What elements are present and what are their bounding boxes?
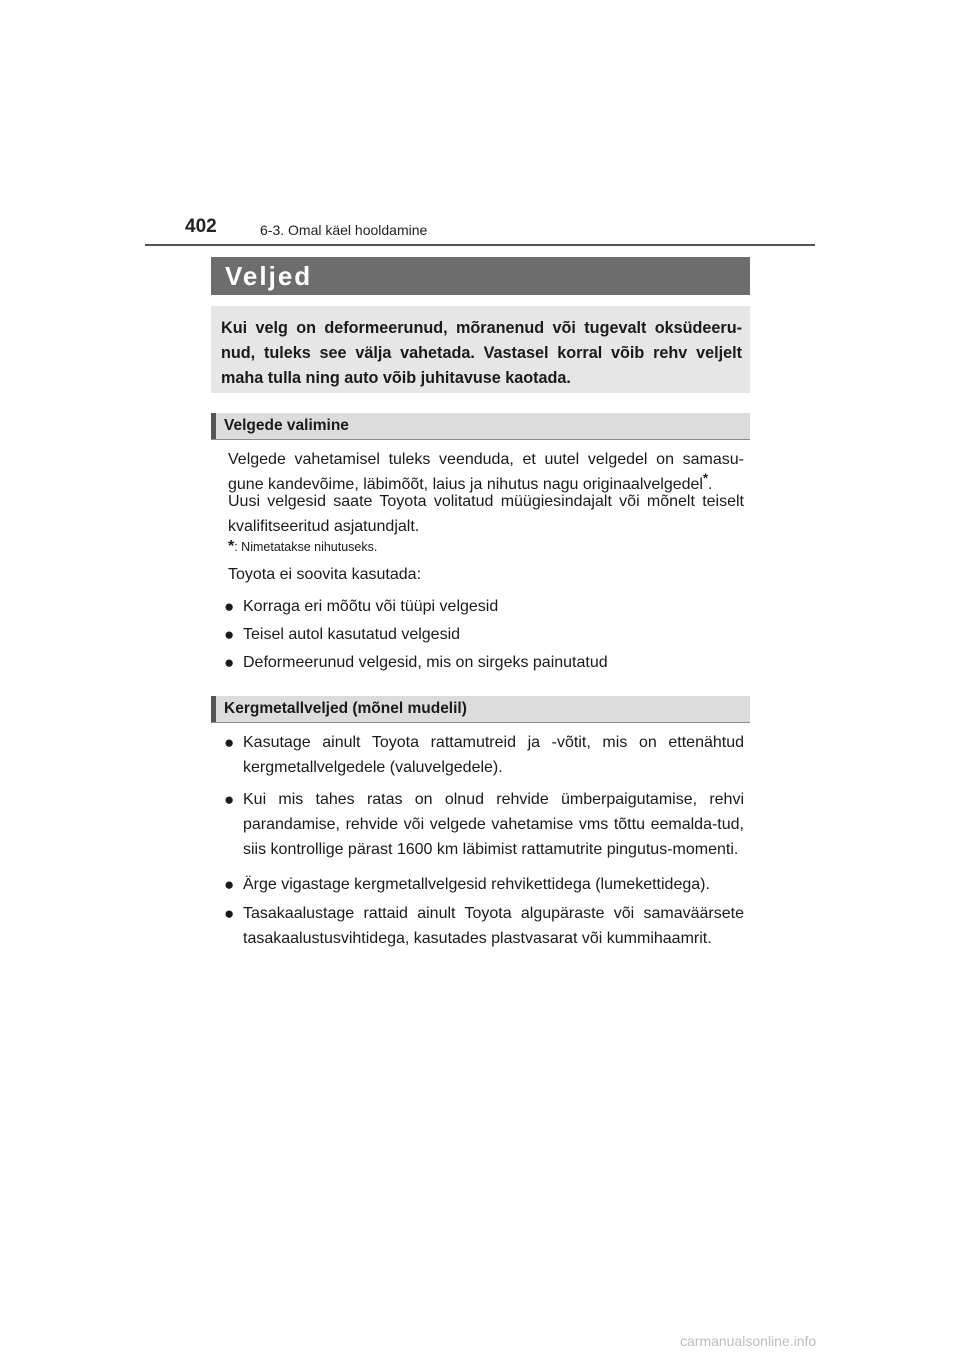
- page-number: 402: [185, 216, 217, 237]
- list-item: [224, 650, 744, 675]
- footnote: [228, 538, 377, 556]
- footnote-asterisk: *: [228, 538, 235, 555]
- subheading-label: Kergmetallveljed (mõnel mudelil): [224, 700, 467, 717]
- section-reference: 6-3. Omal käel hooldamine: [260, 222, 428, 238]
- footnote-marker: *: [702, 470, 709, 486]
- bullet-icon: ●: [224, 790, 235, 809]
- bullet-icon: ●: [224, 904, 235, 923]
- page-title-bar: [211, 257, 750, 295]
- subheading-label: Velgede valimine: [224, 417, 349, 434]
- bullet-icon: ●: [224, 597, 235, 616]
- paragraph-text: Velgede vahetamisel tuleks veenduda, et uutel velgedel on samasu-gune kandevõime, läbimõõt, laius ja nihutus nagu originaalvelgedel: [228, 451, 744, 493]
- not-recommended-label: Toyota ei soovita kasutada:: [228, 566, 422, 583]
- list-item: [224, 730, 744, 780]
- list-item-text: Ärge vigastage kergmetallvelgesid rehvikettidega (lumekettidega).: [243, 876, 710, 893]
- list-item-text: Korraga eri mõõtu või tüüpi velgesid: [243, 598, 499, 615]
- list-item-text: Tasakaalustage rattaid ainult Toyota algupäraste või samaväärsete tasakaalustusvihtidega, kasutades plastvasarat või kummihaamrit.: [243, 905, 744, 947]
- subheading-rim-selection: [211, 413, 750, 440]
- list-item-text: Deformeerunud velgesid, mis on sirgeks painutatud: [243, 654, 608, 671]
- header-divider: [145, 244, 815, 246]
- paragraph-end: .: [708, 476, 713, 493]
- list-item: [224, 901, 744, 951]
- subheading-alloy-wheels: [211, 696, 750, 723]
- bullet-icon: ●: [224, 625, 235, 644]
- bullet-icon: ●: [224, 733, 235, 752]
- bullet-icon: ●: [224, 875, 235, 894]
- list-item: [224, 872, 744, 897]
- page-title: Veljed: [225, 261, 313, 291]
- list-item: [224, 787, 744, 862]
- intro-box: Kui velg on deformeerunud, mõranenud või tugevalt oksüdeeru-nud, tuleks see välja vahetada. Vastasel korral võib rehv veljelt maha tulla ning auto võib juhitavuse kaotada.: [211, 306, 750, 393]
- footnote-text: : Nimetatakse nihutuseks.: [234, 540, 378, 554]
- list-item: [224, 622, 744, 647]
- list-item-text: Kui mis tahes ratas on olnud rehvide ümberpaigutamise, rehvi parandamise, rehvide või velgede vahetamise vms tõttu eemalda-tud, siis kontrollige pärast 1600 km läbimist rattamutrite pingutus-momenti.: [243, 791, 744, 858]
- dealer-paragraph: Uusi velgesid saate Toyota volitatud müügiesindajalt või mõnelt teiselt kvalifitseeritud asjatundjalt.: [228, 493, 744, 535]
- bullet-icon: ●: [224, 653, 235, 672]
- list-item-text: Kasutage ainult Toyota rattamutreid ja -võtit, mis on ettenähtud kergmetallvelgedele (valuvelgedele).: [243, 734, 744, 776]
- list-item-text: Teisel autol kasutatud velgesid: [243, 626, 461, 643]
- watermark: carmanualsonline.info: [680, 1333, 817, 1349]
- page-header: [145, 214, 815, 246]
- list-item: [224, 594, 744, 619]
